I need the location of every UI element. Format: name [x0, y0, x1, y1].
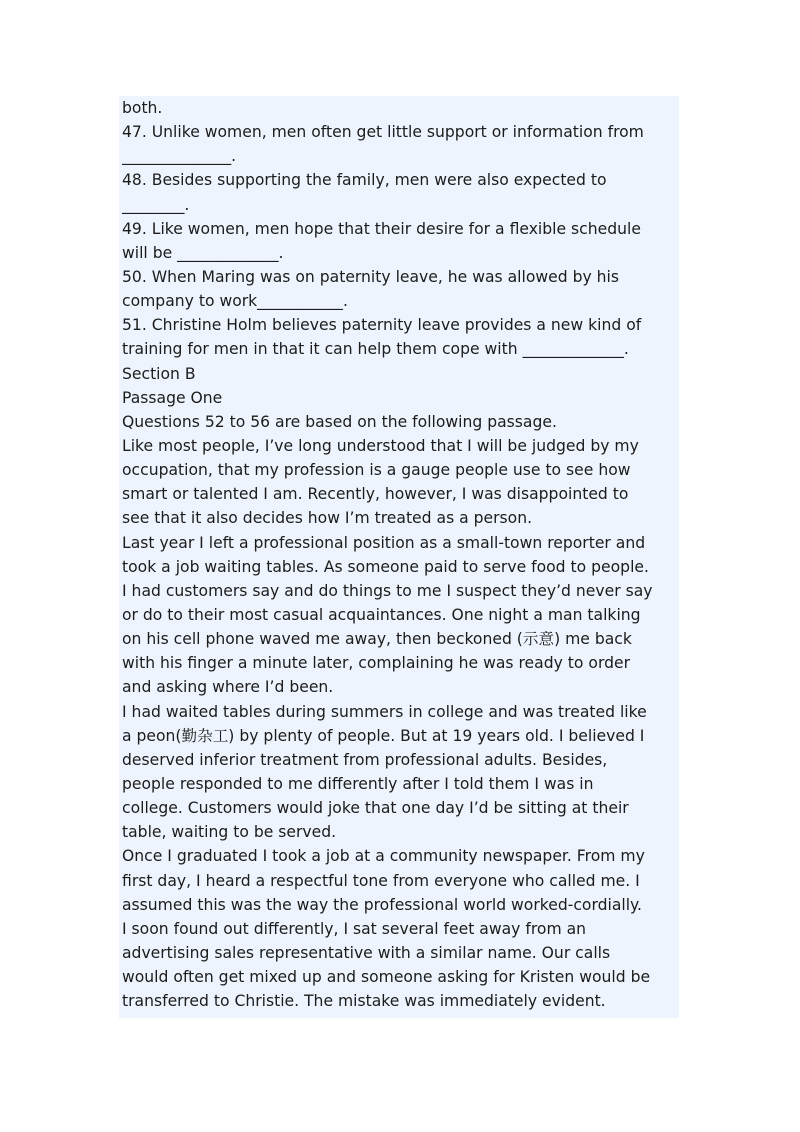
passage-line: Last year I left a professional position as a small-town reporter and — [122, 533, 646, 552]
passage-line: would often get mixed up and someone asking for Kristen would be — [122, 968, 651, 987]
question-47-line-1: 47. Unlike women, men often get little support or information from — [122, 123, 644, 142]
passage-line: or do to their most casual acquaintances. One night a man talking — [122, 605, 641, 624]
passage-line: Like most people, I’ve long understood that I will be judged by my — [122, 436, 639, 455]
section-heading: Section B — [122, 364, 196, 383]
question-51-line-2: training for men in that it can help them cope with _____________. — [122, 340, 629, 359]
passage-line: first day, I heard a respectful tone from everyone who called me. I — [122, 871, 640, 890]
passage-line: a peon(勤杂工) by plenty of people. But at 19 years old. I believed I — [122, 726, 645, 745]
passage-line: table, waiting to be served. — [122, 823, 337, 842]
question-48-line-1: 48. Besides supporting the family, men were also expected to — [122, 171, 607, 190]
passage-line: with his finger a minute later, complaining he was ready to order — [122, 654, 630, 673]
passage-heading: Passage One — [122, 388, 223, 407]
question-49-line-1: 49. Like women, men hope that their desire for a flexible schedule — [122, 219, 641, 238]
passage-line: assumed this was the way the professional world worked-cordially. — [122, 895, 643, 914]
question-51-line-1: 51. Christine Holm believes paternity leave provides a new kind of — [122, 316, 642, 335]
question-47-blank: ______________. — [122, 147, 237, 166]
passage-line: and asking where I’d been. — [122, 678, 334, 697]
passage-line: smart or talented I am. Recently, however, I was disappointed to — [122, 485, 629, 504]
passage-line: I soon found out differently, I sat several feet away from an — [122, 919, 587, 938]
passage-instructions: Questions 52 to 56 are based on the following passage. — [122, 412, 557, 431]
passage-line: college. Customers would joke that one day I’d be sitting at their — [122, 799, 629, 818]
question-49-line-2: will be _____________. — [122, 243, 284, 262]
passage-line: see that it also decides how I’m treated as a person. — [122, 509, 533, 528]
passage-line: I had waited tables during summers in college and was treated like — [122, 702, 647, 721]
passage-line: people responded to me differently after I told them I was in — [122, 774, 594, 793]
passage-line: deserved inferior treatment from professional adults. Besides, — [122, 750, 608, 769]
document-text-block — [119, 96, 679, 1018]
text-line: both. — [122, 99, 163, 117]
passage-line: advertising sales representative with a similar name. Our calls — [122, 943, 611, 962]
question-48-blank: ________. — [122, 195, 190, 214]
passage-line: on his cell phone waved me away, then beckoned (示意) me back — [122, 630, 632, 649]
question-50-line-2: company to work___________. — [122, 292, 348, 311]
passage-line: I had customers say and do things to me I suspect they’d never say — [122, 581, 653, 600]
passage-line: Once I graduated I took a job at a community newspaper. From my — [122, 847, 645, 866]
passage-line: occupation, that my profession is a gauge people use to see how — [122, 461, 631, 480]
passage-line: transferred to Christie. The mistake was immediately evident. — [122, 992, 606, 1011]
passage-line: took a job waiting tables. As someone paid to serve food to people. — [122, 557, 649, 576]
question-50-line-1: 50. When Maring was on paternity leave, he was allowed by his — [122, 267, 619, 286]
